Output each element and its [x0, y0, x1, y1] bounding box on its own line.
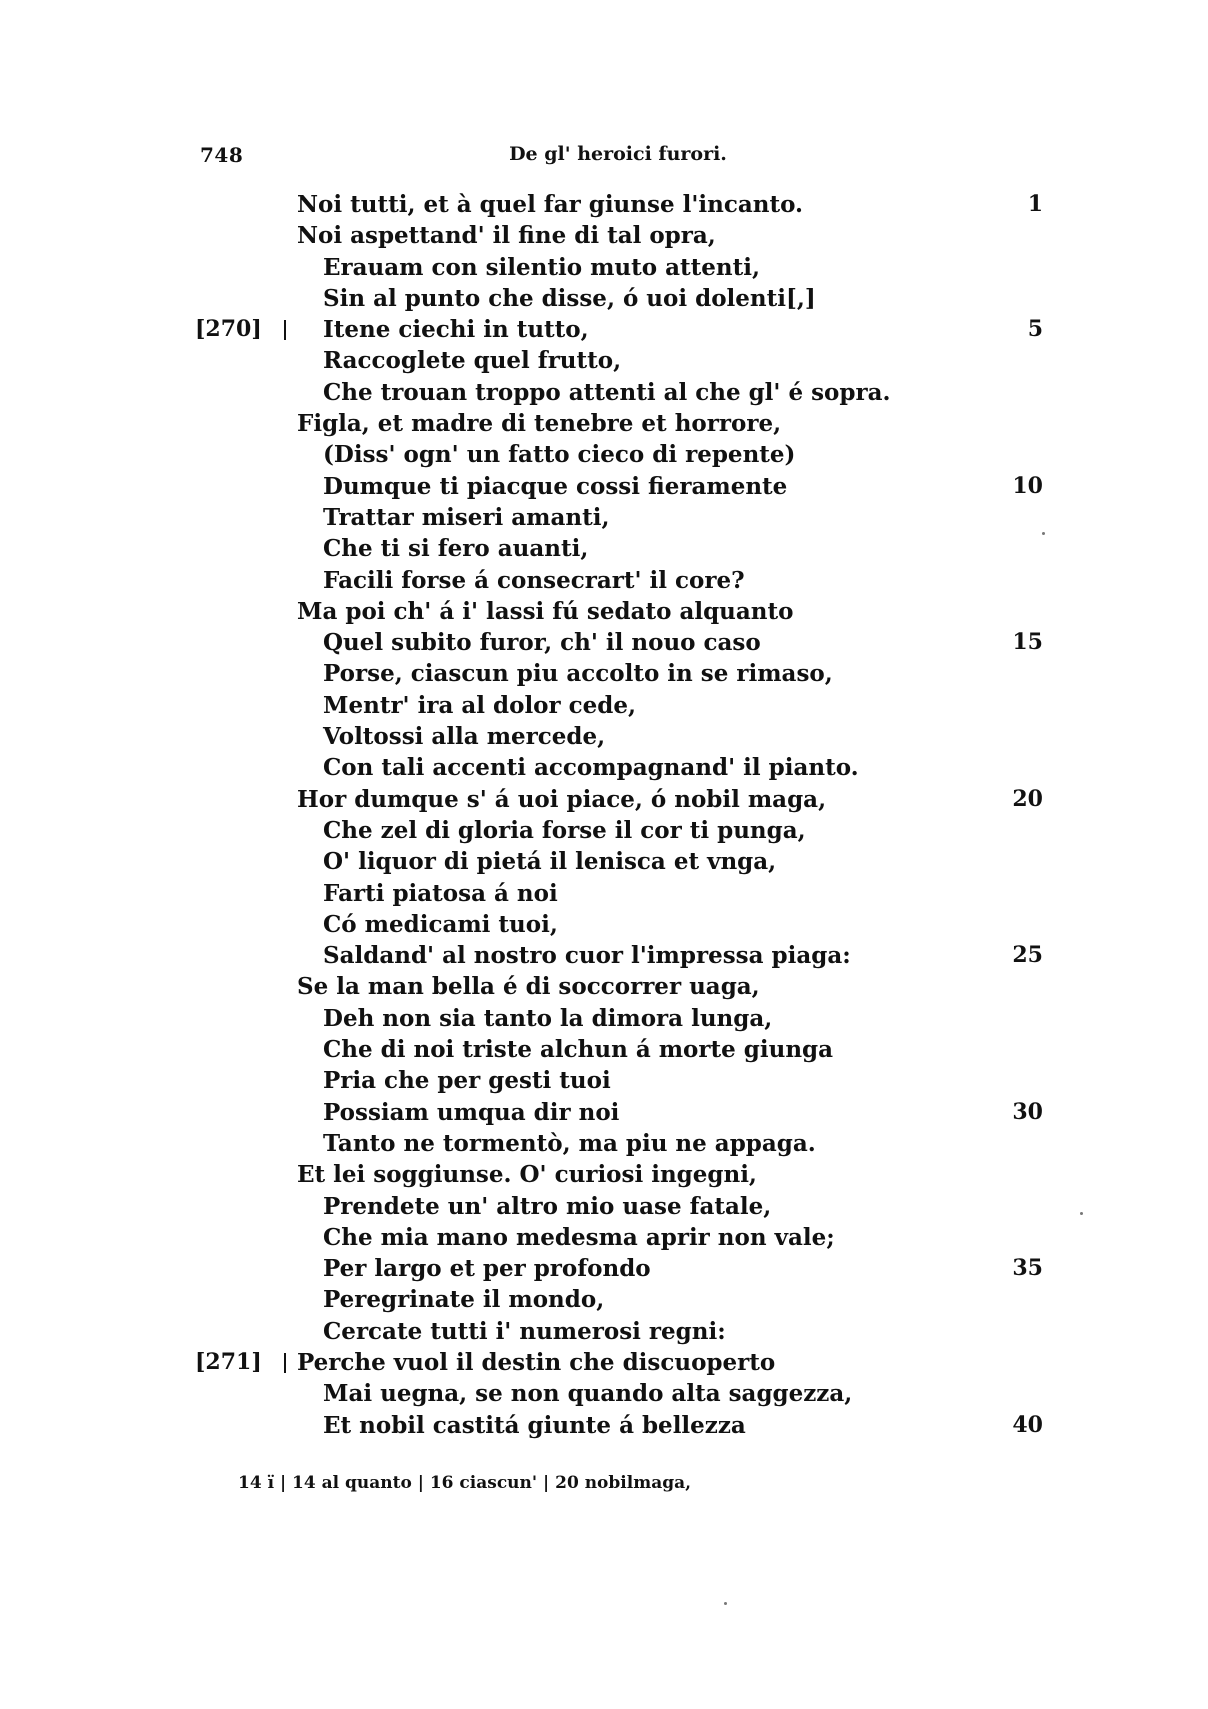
verse-line [0, 846, 1208, 877]
verse-text: Raccoglete quel frutto, [323, 347, 622, 375]
verse-text: Sin al punto che disse, ó uoi dolenti[,] [323, 284, 816, 312]
verse-line [0, 627, 1208, 658]
verse-line [0, 189, 1208, 220]
verse-line [0, 1253, 1208, 1284]
print-speck [1080, 1212, 1083, 1215]
verse-line [0, 1065, 1208, 1096]
verse-text: Mentr' ira al dolor cede, [323, 691, 637, 719]
verse-line [0, 1378, 1208, 1409]
page-break-marker [284, 1353, 286, 1373]
verse-text: Porse, ciascun piu accolto in se rimaso, [323, 660, 833, 688]
verse-text: Et nobil castitá giunte á bellezza [323, 1411, 746, 1439]
verse-text: Erauam con silentio muto attenti, [323, 253, 760, 281]
page-break-marker [284, 320, 286, 340]
print-speck [724, 1602, 727, 1605]
verse-text: (Diss' ogn' un fatto cieco di repente) [323, 441, 796, 469]
line-number: 15 [1012, 629, 1043, 656]
verse-text: Per largo et per profondo [323, 1255, 651, 1283]
verse-text: Et lei soggiunse. O' curiosi ingegni, [297, 1161, 757, 1189]
verse-line [0, 1159, 1208, 1190]
edition-page-ref: [271] [195, 1348, 262, 1375]
verse-text: Cercate tutti i' numerosi regni: [323, 1317, 726, 1345]
verse-line [0, 784, 1208, 815]
verse-text: Có medicami tuoi, [323, 910, 558, 938]
line-number: 25 [1012, 942, 1043, 969]
line-number: 35 [1012, 1255, 1043, 1282]
line-number: 40 [1012, 1411, 1043, 1438]
verse-line [0, 1316, 1208, 1347]
verse-text: O' liquor di pietá il lenisca et vnga, [323, 848, 777, 876]
verse-line [0, 815, 1208, 846]
verse-line [0, 1034, 1208, 1065]
verse-text: Facili forse á consecrart' il core? [323, 566, 745, 594]
verse-line [0, 439, 1208, 470]
verse-text: Noi tutti, et à quel far giunse l'incanto. [297, 191, 804, 218]
verse-text: Saldand' al nostro cuor l'impressa piaga: [323, 942, 851, 970]
verse-line [0, 377, 1208, 408]
verse-text: Trattar miseri amanti, [323, 503, 610, 531]
verse-text: Se la man bella é di soccorrer uaga, [297, 973, 760, 1001]
page-number: 748 [200, 143, 244, 167]
page-header [0, 143, 1208, 175]
verse-text: Peregrinate il mondo, [323, 1286, 605, 1314]
verse-text: Voltossi alla mercede, [323, 723, 606, 751]
print-speck [1042, 532, 1045, 535]
verse-text: Perche vuol il destin che discuoperto [297, 1348, 776, 1376]
verse-line [0, 565, 1208, 596]
verse-line [0, 940, 1208, 971]
line-number: 10 [1012, 472, 1043, 499]
verse-line [0, 971, 1208, 1002]
verse-line [0, 1097, 1208, 1128]
verse-line [0, 596, 1208, 627]
verse-line [0, 1284, 1208, 1315]
verse-text: Deh non sia tanto la dimora lunga, [323, 1004, 773, 1032]
line-number: 1 [1027, 191, 1043, 217]
verse-text: Quel subito furor, ch' il nouo caso [323, 629, 761, 657]
verse-line [0, 752, 1208, 783]
verse-line [0, 533, 1208, 564]
verse-text: Che trouan troppo attenti al che gl' é sopra. [323, 378, 891, 406]
verse-line [0, 220, 1208, 251]
verse-line [0, 1347, 1208, 1378]
verse-line [0, 1128, 1208, 1159]
poem-text [0, 189, 1208, 1441]
verse-line [0, 408, 1208, 439]
verse-text: Che zel di gloria forse il cor ti punga, [323, 816, 806, 844]
verse-text: Con tali accenti accompagnand' il pianto. [323, 754, 859, 782]
verse-text: Itene ciechi in tutto, [323, 316, 589, 344]
line-number: 5 [1027, 316, 1043, 343]
verse-line [0, 690, 1208, 721]
verse-text: Dumque ti piacque cossi fieramente [323, 472, 788, 500]
verse-text: Che mia mano medesma aprir non vale; [323, 1223, 835, 1251]
verse-line [0, 878, 1208, 909]
verse-text: Mai uegna, se non quando alta saggezza, [323, 1380, 853, 1408]
edition-page-ref: [270] [195, 316, 262, 343]
line-number: 30 [1012, 1098, 1043, 1125]
verse-line [0, 1003, 1208, 1034]
verse-line [0, 345, 1208, 376]
verse-line [0, 721, 1208, 752]
verse-line [0, 283, 1208, 314]
verse-text: Figla, et madre di tenebre et horrore, [297, 410, 782, 438]
line-number: 20 [1012, 785, 1043, 812]
verse-text: Che ti si fero auanti, [323, 535, 589, 563]
verse-line [0, 471, 1208, 502]
verse-line [0, 1191, 1208, 1222]
running-title: De gl' heroici furori. [509, 143, 727, 165]
verse-text: Possiam umqua dir noi [323, 1098, 620, 1126]
verse-line [0, 909, 1208, 940]
verse-text: Ma poi ch' á i' lassi fú sedato alquanto [297, 597, 794, 625]
footnotes: 14 ï | 14 al quanto | 16 ciascun' | 20 nobilmaga, [238, 1473, 692, 1493]
verse-line [0, 314, 1208, 345]
verse-text: Farti piatosa á noi [323, 879, 558, 907]
verse-text: Tanto ne tormentò, ma piu ne appaga. [323, 1129, 816, 1157]
verse-text: Prendete un' altro mio uase fatale, [323, 1192, 772, 1220]
verse-line [0, 1222, 1208, 1253]
verse-line [0, 252, 1208, 283]
verse-line [0, 658, 1208, 689]
verse-line [0, 1410, 1208, 1441]
verse-text: Noi aspettand' il fine di tal opra, [297, 222, 716, 250]
verse-line [0, 502, 1208, 533]
verse-text: Pria che per gesti tuoi [323, 1067, 611, 1095]
verse-text: Hor dumque s' á uoi piace, ó nobil maga, [297, 785, 827, 813]
verse-text: Che di noi triste alchun á morte giunga [323, 1036, 834, 1064]
